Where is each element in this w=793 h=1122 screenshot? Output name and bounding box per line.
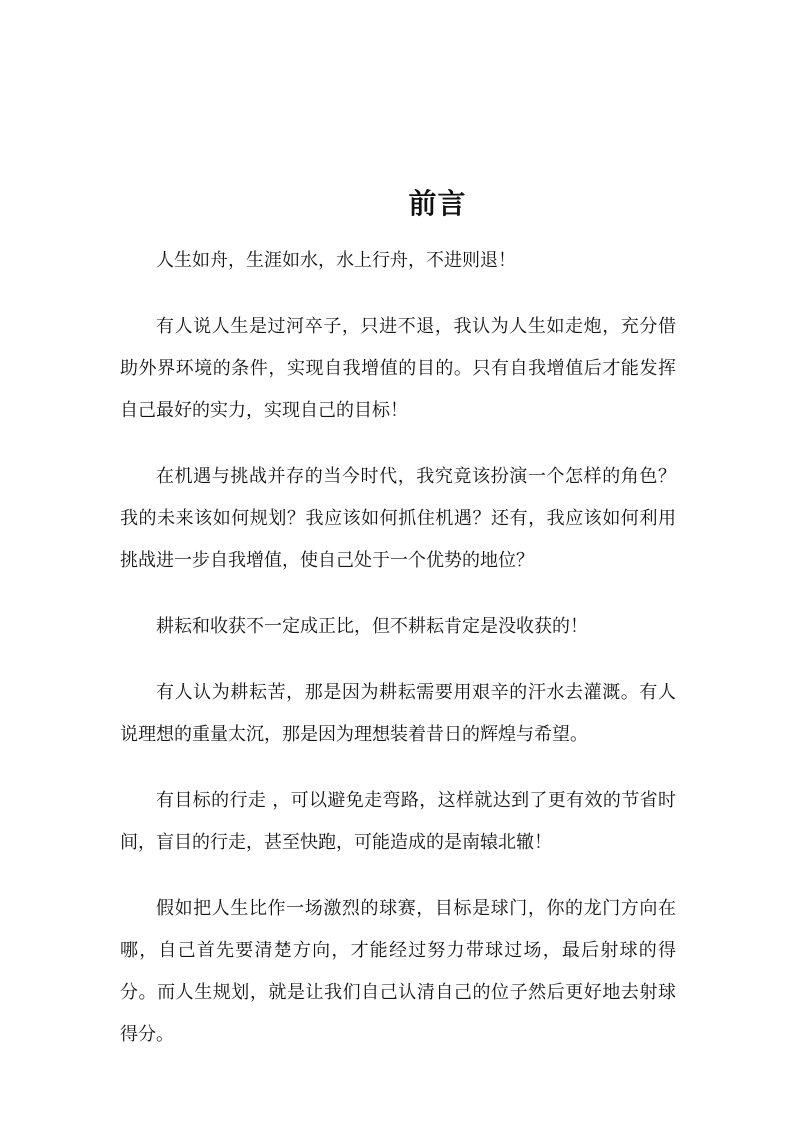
document-title: 前言 <box>408 187 467 220</box>
paragraph-5: 有人认为耕耘苦，那是因为耕耘需要用艰辛的汗水去灌溉。有人说理想的重量太沉，那是因为理想装着昔日的辉煌与希望。 <box>120 682 676 745</box>
document-body <box>120 240 676 1080</box>
paragraph-3: 在机遇与挑战并存的当今时代，我究竟该扮演一个怎样的角色？我的未来该如何规划？我应该如何抓住机遇？还有，我应该如何利用挑战进一步自我增值，使自己处于一个优势的地位？ <box>120 466 676 571</box>
paragraph-2: 有人说人生是过河卒子，只进不退，我认为人生如走炮，充分借助外界环境的条件，实现自我增值的目的。只有自我增值后才能发挥自己最好的实力，实现自己的目标！ <box>120 316 676 421</box>
paragraph-6: 有目标的行走 ，可以避免走弯路，这样就达到了更有效的节省时间，盲目的行走，甚至快跑，可能造成的是南辕北辙！ <box>120 790 676 853</box>
paragraph-7: 假如把人生比作一场激烈的球赛，目标是球门，你的龙门方向在哪，自己首先要清楚方向，才能经过努力带球过场，最后射球的得分。而人生规划，就是让我们自己认清自己的位子然后更好地去射球得分。 <box>120 898 676 1045</box>
paragraph-4: 耕耘和收获不一定成正比，但不耕耘肯定是没收获的！ <box>156 616 588 637</box>
paragraph-1: 人生如舟，生涯如水，水上行舟，不进则退！ <box>156 250 516 271</box>
